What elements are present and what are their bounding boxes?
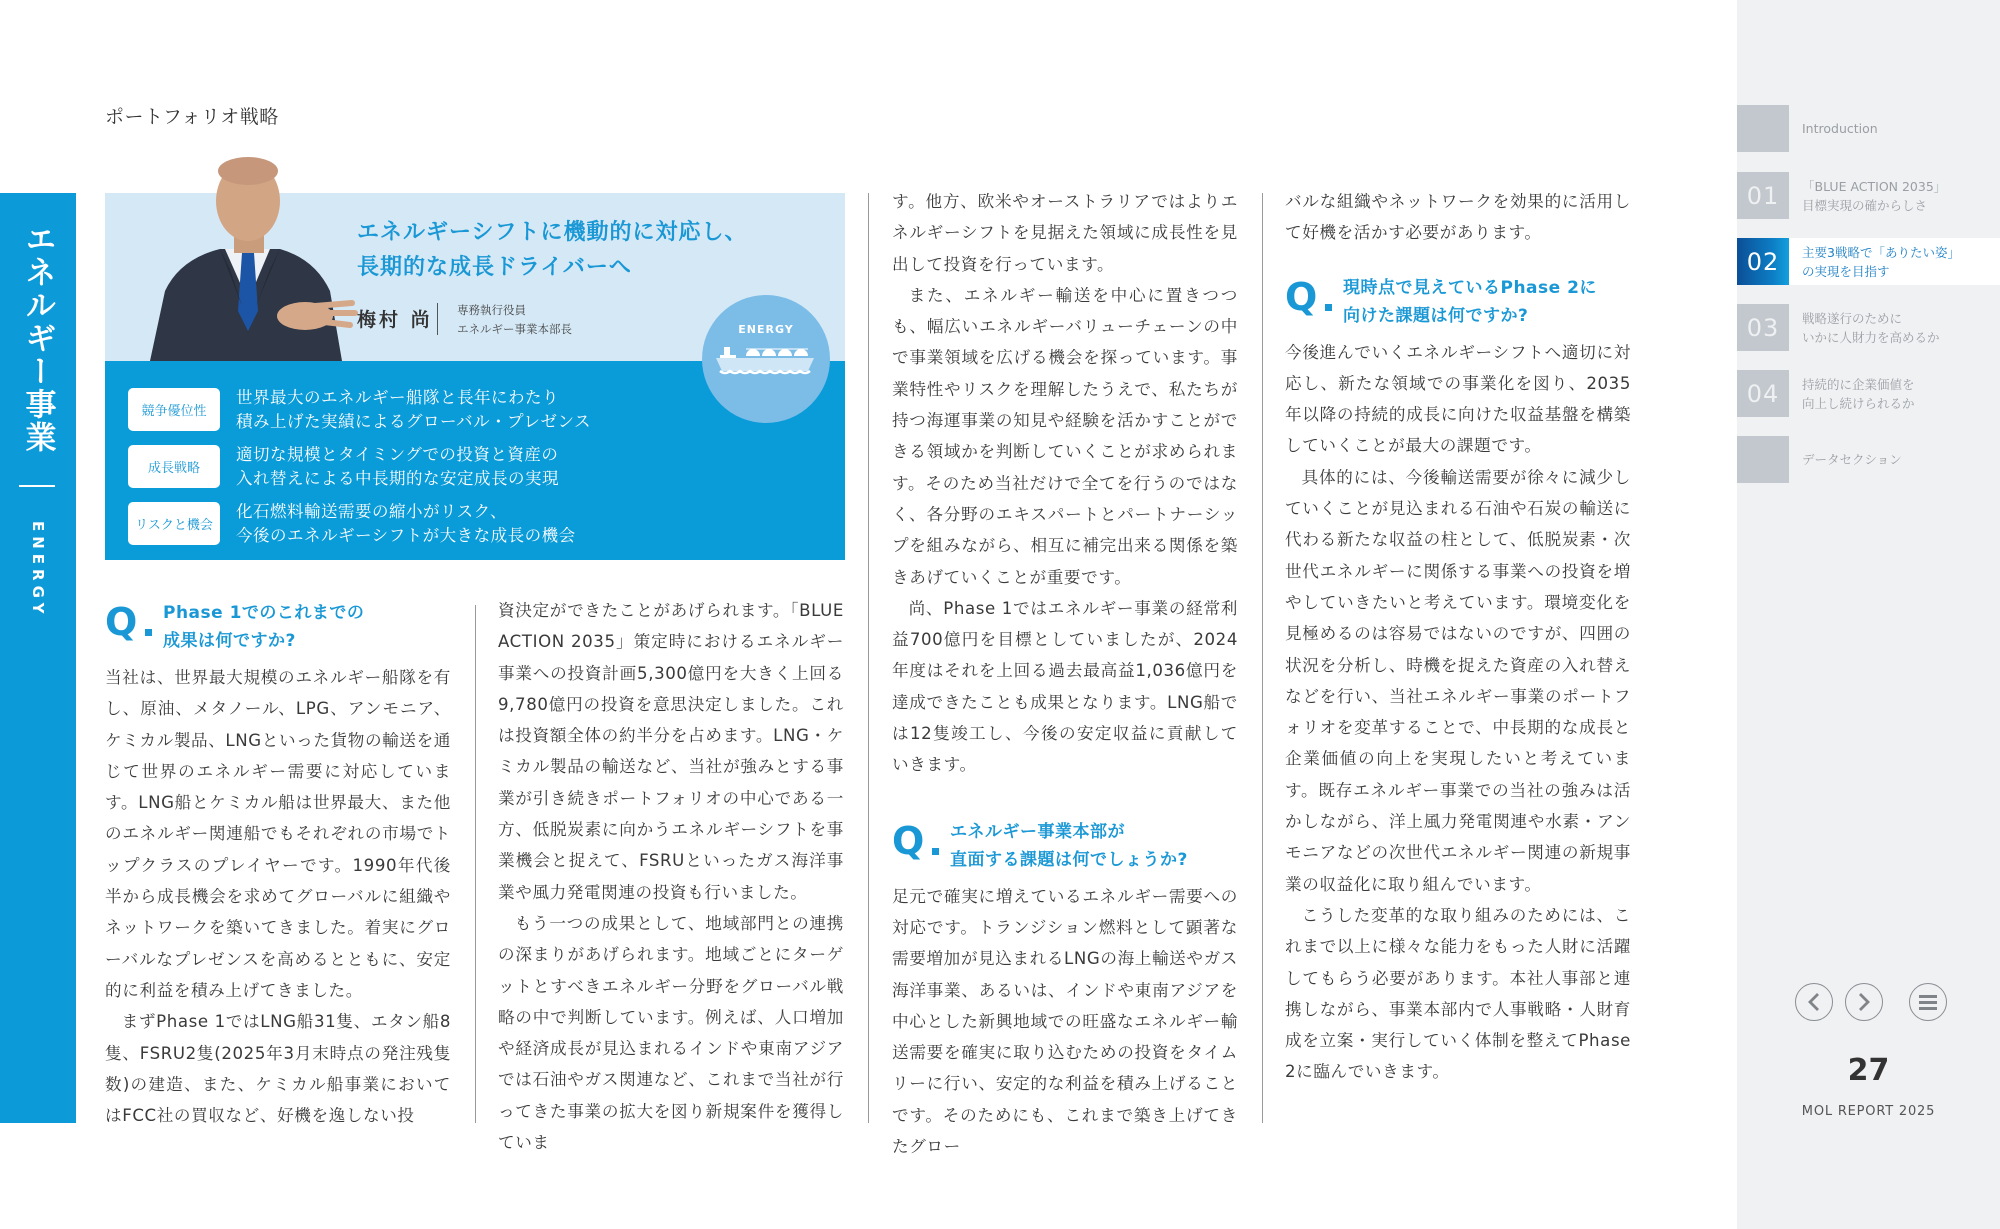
section-label: ポートフォリオ戦略 [105,106,279,128]
nav-item-number: 02 [1737,238,1789,285]
question-text [1343,273,1631,330]
nav-item-number [1737,105,1789,152]
name-separator [437,303,438,335]
nav-item-label-line: いかに人財力を高めるか [1802,329,1940,345]
paragraph: バルな組織やネットワークを効果的に活用して好機を活かす必要があります。 [1285,192,1631,243]
paragraph: 今後進んでいくエネルギーシフトへ適切に対応し、新たな領域での事業化を図り、2035年以降の持続的成長に向けた収益基盤を構築していくことが最大の課題です。 [1285,342,1631,456]
nav-item-03[interactable] [1737,304,2000,351]
lng-ship-icon [716,341,816,381]
question-line: 向けた課題は何ですか? [1343,305,1529,326]
column-divider [868,193,869,1123]
nav-item-label-line: データセクション [1802,452,1902,467]
paragraph: 具体的には、今後輸送需要が徐々に減少していくことが見込まれる石油や石炭の輸送に代わる新たな収益の柱として、低脱炭素・次世代エネルギーに関係する事業への投資を増やしていきたいと考えています。環境変化を見極めるのは容易ではないのですが、四囲の状況を分析し、時機を捉えた資産の入れ替えなどを行い、当社エネルギー事業のポートフォリオを変革することで、中長期的な成長と企業価値の向上を実現したいと考えています。既存エネルギー事業での当社の強みは活かしながら、洋上風力発電関連や水素・アンモニアなどの次世代エネルギー関連の新規事業の収益化に取り組んでいます。 [1285,467,1631,894]
nav-item-01[interactable] [1737,172,2000,219]
column-divider [1262,193,1263,1123]
question-line: 成果は何ですか? [163,631,296,651]
nav-item-number: 01 [1737,172,1789,219]
summary-text-line: 世界最大のエネルギー船隊と長年にわたり [236,387,559,407]
paragraph: また、エネルギー輸送を中心に置きつつも、幅広いエネルギーバリューチェーンの中で事業領域を広げる機会を探っています。事業特性やリスクを理解したうえで、私たちが持つ海運事業の知見や経験を活かすことができる領域かを判断していくことが求められます。そのため当社だけで全てを行うのではなく、各分野のエキスパートとパートナーシップを組みながら、相互に補完出来る関係を築きあげていくことが重要です。 [892,285,1238,587]
q-dot-icon [145,629,152,636]
summary-text-line: 積み上げた実績によるグローバル・プレゼンス [236,411,592,431]
summary-text-line: 適切な規模とタイミングでの投資と資産の [236,444,559,464]
summary-row-growth-strategy [128,438,591,495]
menu-button[interactable] [1909,983,1947,1021]
nav-item-label-line: Introduction [1802,121,1878,136]
question-text [163,598,451,655]
nav-item-label [1802,177,1946,215]
nav-item-04[interactable] [1737,370,2000,417]
paragraph: こうした変革的な取り組みのためには、これまで以上に様々な能力をもった人財に活躍してもらう必要があります。本社人事部と連携しながら、事業本部内で人事戦略・人財育成を立案・実行していく体制を整えてPhase 2に臨んでいきます。 [1285,905,1631,1082]
nav-item-label-line: 戦略遂行のために [1802,310,1903,326]
nav-item-number [1737,436,1789,483]
side-tab-divider [19,485,55,487]
section-side-tab [0,193,76,1123]
nav-item-label [1802,243,1960,281]
nav-item-label-line: 主要3戦略で「ありたい姿」 [1802,244,1960,260]
executive-name: 梅村 尚 [357,309,433,331]
prev-page-button[interactable] [1795,983,1833,1021]
report-navigation-panel [1737,0,2000,1229]
q-mark-icon: Q [1285,274,1318,319]
nav-item-data-section[interactable] [1737,436,2000,483]
hero-panel [105,193,845,560]
nav-item-label-line: 持続的に企業価値を [1802,376,1915,392]
executive-title [457,301,572,339]
summary-text [236,443,559,491]
paragraph: 足元で確実に増えているエネルギー需要への対応です。トランジション燃料として顕著な需要増加が見込まれるLNGの海上輸送やガス海洋事業、あるいは、インドや東南アジアを中心とした新興地域での旺盛なエネルギー輸送需要を確実に取り込むための投資をタイムリーに行い、安定的な利益を積み上げることです。そのためにも、これまで築き上げてきたグロー [892,886,1238,1157]
article-column-3 [892,186,1238,1162]
energy-badge [702,295,830,423]
side-tab-title-en: ENERGY [29,521,47,619]
chevron-left-icon [1806,992,1822,1012]
hamburger-menu-icon [1918,993,1938,1011]
nav-item-introduction[interactable] [1737,105,2000,152]
question-heading [892,817,1238,879]
summary-tag: 競争優位性 [128,388,220,431]
executive-photo [130,141,360,361]
side-tab-title-jp: エネルギー事業 [19,223,56,454]
q-dot-icon [1325,304,1332,311]
nav-item-label-line: の実現を目指す [1802,263,1890,279]
question-heading [1285,273,1631,335]
nav-item-label [1802,375,1915,413]
nav-item-label-line: 目標実現の確からしさ [1802,197,1928,213]
paragraph: 当社は、世界最大規模のエネルギー船隊を有し、原油、メタノール、LPG、アンモニア、ケミカル製品、LNGといった貨物の輸送を通じて世界のエネルギー需要に対応しています。LNG船とケミカル船は世界最大、また他のエネルギー関連船でもそれぞれの市場でトップクラスのプレイヤーです。1990年代後半から成長機会を求めてグローバルに組織やネットワークを築いてきました。着実にグローバルなプレゼンスを高めるとともに、安定的に利益を積み上げてきました。 [105,668,451,1000]
energy-badge-label: ENERGY [738,323,794,336]
page-nav-buttons [1795,983,1959,1021]
q-dot-icon [932,848,939,855]
q-mark-icon: Q [105,600,138,644]
question-line: Phase 1でのこれまでの [163,603,365,623]
hero-headline-line2: 長期的な成長ドライバーへ [357,255,632,280]
report-label: MOL REPORT 2025 [1801,1104,1936,1119]
chevron-right-icon [1856,992,1872,1012]
article-column-2 [498,595,844,1158]
next-page-button[interactable] [1845,983,1883,1021]
summary-row-risk-opportunity [128,495,591,552]
paragraph: 尚、Phase 1ではエネルギー事業の経常利益700億円を目標としていましたが、2024年度はそれを上回る過去最高益1,036億円を達成できたことも成果となります。LNG船では12隻竣工し、今後の安定収益に貢献していきます。 [892,598,1238,775]
nav-item-label-line: 「BLUE ACTION 2035」 [1802,178,1947,194]
nav-item-label-line: 向上し続けられるか [1802,395,1915,411]
nav-item-label [1802,450,1902,469]
nav-item-number: 03 [1737,304,1789,351]
paragraph: まずPhase 1ではLNG船31隻、エタン船8隻、FSRU2隻(2025年3月末時点の発注残隻数)の建造、また、ケミカル船事業においてはFCC社の買収など、好機を逸しない投 [105,1012,451,1126]
summary-text-line: 今後のエネルギーシフトが大きな成長の機会 [236,525,576,545]
article-column-1 [105,598,451,1131]
question-line: 現時点で見えているPhase 2に [1343,277,1597,298]
paragraph: す。他方、欧米やオーストラリアではよりエネルギーシフトを見据えた領域に成長性を見出して投資を行っています。 [892,192,1238,274]
strategy-summary-rows [128,381,591,552]
q-mark-icon: Q [892,818,925,863]
summary-tag: リスクと機会 [128,502,220,545]
hero-headline [357,215,748,285]
paragraph: もう一つの成果として、地域部門との連携の深まりがあげられます。地域ごとにターゲットとすべきエネルギー分野をグローバル戦略の中で判断しています。例えば、人口増加や経済成長が見込まれるインドや東南アジアでは石油やガス関連など、これまで当社が行ってきた事業の拡大を図り新規案件を獲得していま [498,913,844,1153]
executive-title-line2: エネルギー事業本部長 [457,322,572,336]
nav-item-label [1802,119,1878,138]
summary-text [236,500,576,548]
nav-item-02[interactable] [1737,238,2000,285]
summary-tag: 成長戦略 [128,445,220,488]
hero-headline-line1: エネルギーシフトに機動的に対応し、 [357,220,748,245]
nav-item-label [1802,309,1940,347]
page-number: 27 [1847,1053,1890,1088]
summary-row-competitive-advantage [128,381,591,438]
question-line: エネルギー事業本部が [950,821,1125,842]
nav-item-number: 04 [1737,370,1789,417]
summary-text-line: 入れ替えによる中長期的な安定成長の実現 [236,468,559,488]
question-line: 直面する課題は何でしょうか? [950,849,1188,870]
paragraph: 資決定ができたことがあげられます。「BLUE ACTION 2035」策定時におけるエネルギー事業への投資計画5,300億円を大きく上回る9,780億円の投資を意思決定しました。これは投資額全体の約半分を占めます。LNG・ケミカル製品の輸送など、当社が強みとする事業が引き続きポートフォリオの中心である一方、低脱炭素に向かうエネルギーシフトを事業機会と捉えて、FSRUといったガス海洋事業や風力発電関連の投資も行いました。 [498,601,844,902]
question-heading [105,598,451,660]
question-text [950,817,1238,874]
summary-text [236,386,591,434]
summary-text-line: 化石燃料輸送需要の縮小がリスク、 [236,501,508,521]
article-column-4 [1285,186,1631,1088]
executive-title-line1: 専務執行役員 [457,303,526,317]
column-divider [475,605,476,1123]
